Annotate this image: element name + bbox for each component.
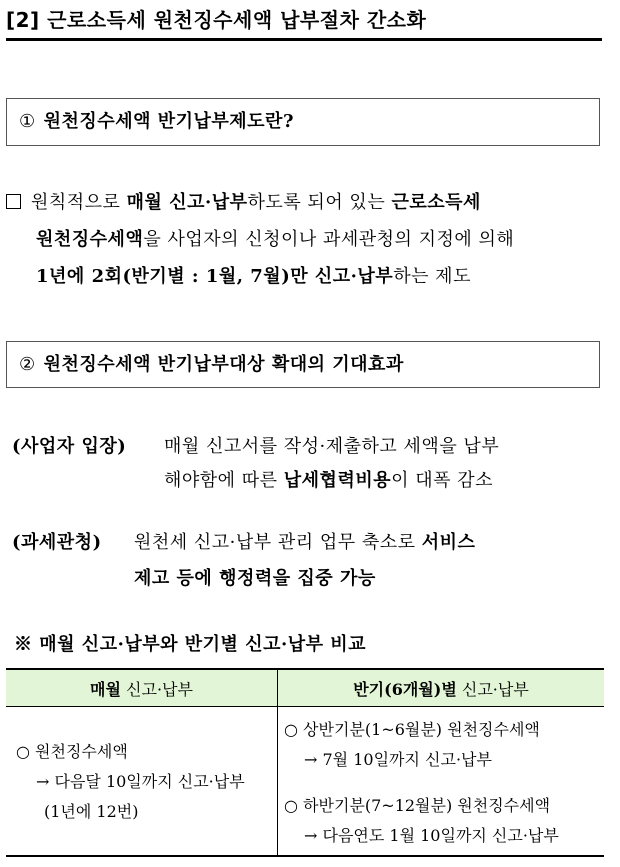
text-span: 을 사업자의 신청이나 과세관청의 지정에 의해 (143, 229, 515, 250)
monthly-line-2: → 다음달 10일까지 신고·납부 (36, 772, 245, 791)
text-span-bold: 서비스 (421, 532, 476, 553)
section-heading: 원천징수세액 반기납부대상 확대의 기대효과 (43, 354, 404, 375)
business-label: (사업자 입장) (12, 436, 127, 457)
semiannual-line-3: ○ 하반기분(7~12월분) 원천징수세액 (284, 796, 551, 815)
business-text-line-1: 매월 신고서를 작성·제출하고 세액을 납부 (164, 436, 500, 457)
text-span: 원천세 신고·납부 관리 업무 축소로 (134, 532, 422, 553)
definition-line-2 (36, 225, 514, 251)
text-span: 원칙적으로 (31, 192, 127, 213)
text-span: 하는 제도 (393, 266, 471, 287)
page-title: [2] 근로소득세 원천징수세액 납부절차 간소화 (6, 4, 602, 41)
text-span-bold: 매월 신고·납부 (126, 192, 248, 213)
monthly-line-3: (1년에 12번) (44, 802, 139, 821)
text-span-bold: 반기(6개월)별 (353, 679, 457, 699)
text-span-bold: 납세협력비용 (283, 470, 392, 491)
column-header-monthly (6, 669, 278, 707)
text-span-bold: 근로소득세 (391, 192, 481, 213)
text-span: 하도록 되어 있는 (247, 192, 392, 213)
text-span-bold: 매월 (90, 679, 121, 699)
section-heading-box (6, 98, 600, 146)
definition-line-1 (6, 188, 481, 214)
monthly-line-1: ○ 원천징수세액 (16, 742, 128, 761)
text-span: 신고·납부 (120, 679, 193, 699)
text-span-bold: 원천징수세액 (36, 229, 144, 250)
comparison-heading: ※ 매월 신고·납부와 반기별 신고·납부 비교 (14, 634, 367, 655)
authority-text-line-1 (134, 528, 475, 554)
definition-line-3 (36, 262, 471, 288)
text-span-bold: 1년에 2회(반기별 : 1월, 7월)만 신고·납부 (36, 266, 394, 287)
checkbox-square-icon (6, 194, 21, 209)
semiannual-line-2: → 7월 10일까지 신고·납부 (304, 750, 492, 769)
section-heading: 원천징수세액 반기납부제도란? (43, 111, 294, 132)
authority-label: (과세관청) (12, 532, 102, 553)
section-number: ② (19, 354, 36, 375)
semiannual-cell (278, 707, 605, 857)
section-number: ① (19, 111, 36, 132)
business-text-line-2 (164, 466, 493, 492)
monthly-cell (6, 707, 278, 857)
comparison-table (6, 668, 604, 857)
semiannual-line-1: ○ 상반기분(1~6월분) 원천징수세액 (284, 720, 540, 739)
semiannual-line-4: → 다음연도 1월 10일까지 신고·납부 (304, 826, 559, 845)
section-heading-box (6, 341, 600, 388)
authority-text-line-2: 제고 등에 행정력을 집중 가능 (134, 568, 376, 589)
text-span: 해야함에 따른 (164, 470, 284, 491)
text-span: 이 대폭 감소 (391, 470, 493, 491)
column-header-semiannual (278, 669, 605, 707)
text-span: 신고·납부 (456, 679, 529, 699)
